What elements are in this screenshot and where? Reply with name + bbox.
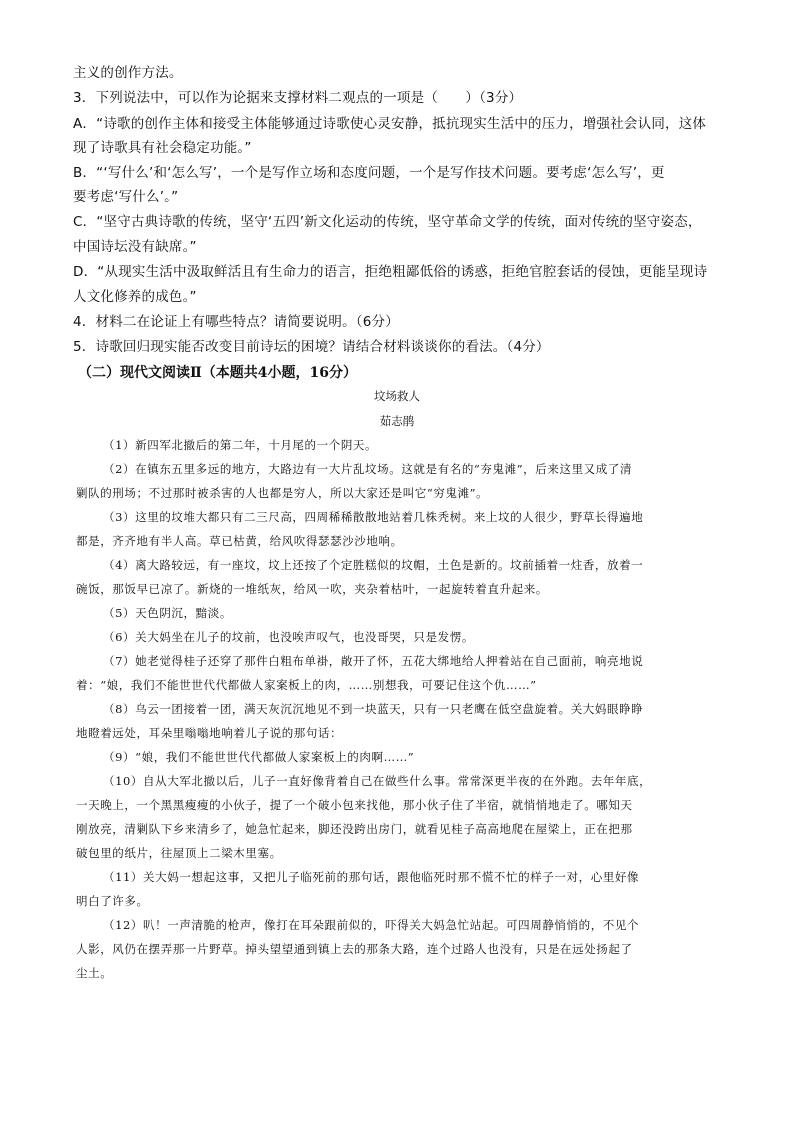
paragraph-11-line-1: （11）关大妈一想起这事，又把儿子临死前的那句话，跟他临死时那不慌不忙的样子一对，心里好像	[103, 870, 640, 884]
paragraph-3-line-2: 都是，齐齐地有半人高。草已枯黄，给风吹得瑟瑟沙沙地响。	[76, 534, 403, 548]
option-a-line-1: A．“诗歌的创作主体和接受主体能够通过诗歌使心灵安静，抵抗现实生活中的压力，增强社会认同，这体	[73, 116, 707, 132]
paragraph-3-line-1: （3）这里的坟堆大都只有二三尺高，四周稀稀散散地站着几株秃树。来上坟的人很少，野草长得遍地	[103, 510, 644, 524]
question-3-stem: 3．下列说法中，可以作为论据来支撑材料二观点的一项是（ ）（3分）	[73, 90, 523, 106]
paragraph-6: （6）关大妈坐在儿子的坟前，也没唉声叹气，也没哥哭，只是发愣。	[103, 630, 474, 644]
paragraph-8-line-1: （8）乌云一团接着一团，满天灰沉沉地见不到一块蓝天，只有一只老鹰在低空盘旋着。关大妈眼睁睁	[103, 702, 644, 716]
paragraph-1: （1）新四军北撤后的第二年，十月尾的一个阴天。	[103, 438, 378, 452]
paragraph-2-line-1: （2）在镇东五里多远的地方，大路边有一大片乱坟场。这就是有名的“夯鬼滩”，后来这里又成了清	[103, 462, 633, 476]
question-4: 4．材料二在论证上有哪些特点？请简要说明。（6分）	[73, 314, 399, 330]
option-d-line-2: 人文化修养的成色。”	[73, 289, 197, 305]
paragraph-10-line-1: （10）自从大军北撤以后，儿子一直好像背着自己在做些什么事。常常深更半夜的在外跑。去年年底，	[103, 774, 652, 788]
option-c-line-2: 中国诗坛没有缺席。”	[73, 239, 197, 255]
option-c-line-1: C．“坚守古典诗歌的传统，坚守‘五四’新文化运动的传统，坚守革命文学的传统，面对传统的坚守姿态，	[73, 214, 702, 230]
option-b-line-1: B．“‘写什么’和‘怎么写’，一个是写作立场和态度问题，一个是写作技术问题。要考虑‘怎么写’，更	[73, 165, 665, 181]
paragraph-12-line-1: （12）叭！一声清脆的枪声，像打在耳朵跟前似的，吓得关大妈急忙站起。可四周静悄悄的，不见个	[103, 918, 640, 932]
story-title: 坟场救人	[374, 389, 420, 403]
paragraph-10-line-3: 刚放亮，清剿队下乡来清乡了，她急忙起来，脚还没跨出房门，就看见桂子高高地爬在屋梁上，正在把那	[76, 822, 633, 836]
paragraph-11-line-2: 明白了许多。	[76, 894, 149, 908]
paragraph-4-line-1: （4）离大路较远，有一座坟，坟上还按了个定胜糕似的坟帽，土色是新的。坟前插着一炷香，放着一	[103, 558, 644, 572]
paragraph-10-line-2: 一天晚上，一个黑黑瘦瘦的小伙子，提了一个破小包来找他，那小伙子住了半宿，就悄悄地走了。哪知天	[76, 798, 633, 812]
paragraph-9: （9）“娘，我们不能世世代代都做人家案板上的肉啊……”	[103, 750, 415, 764]
paragraph-4-line-2: 碗饭，那饭早已凉了。新烧的一堆纸灰，给风一吹，夹杂着枯叶，一起旋转着直升起来。	[76, 582, 548, 596]
paragraph-12-line-2: 人影，风仍在摆弄那一片野草。掉头望望通到镇上去的那条大路，连个过路人也没有，只是在远处扬起了	[76, 942, 633, 956]
section-heading: （二）现代文阅读Ⅱ（本题共4小题，16分）	[78, 365, 358, 381]
option-b-line-2: 要考虑‘写什么’。”	[73, 189, 179, 205]
paragraph-5: （5）天色阴沉，黯淡。	[103, 606, 232, 620]
paragraph-12-line-3: 尘土。	[76, 966, 113, 980]
paragraph-7-line-2: 着：“娘，我们不能世世代代都做人家案板上的肉，……别想我，可要记住这个仇……”	[76, 678, 537, 692]
paragraph-7-line-1: （7）她老觉得桂子还穿了那件白粗布单褂，敞开了怀，五花大绑地给人押着站在自己面前，响亮地说	[103, 654, 644, 668]
paragraph-10-line-4: 破包里的纸片，往屋顶上二梁木里塞。	[76, 846, 282, 860]
question-5: 5．诗歌回归现实能否改变目前诗坛的困境？请结合材料谈谈你的看法。（4分）	[73, 339, 550, 355]
option-d-line-1: D．“从现实生活中汲取鲜活且有生命力的语言，拒绝粗鄙低俗的诱惑，拒绝官腔套话的侵蚀，更能呈现诗	[73, 264, 708, 280]
story-author: 茹志鹃	[379, 414, 415, 428]
option-a-line-2: 现了诗歌具有社会稳定功能。”	[73, 140, 252, 156]
paragraph-8-line-2: 地瞪着远处，耳朵里嗡嗡地响着儿子说的那句话：	[76, 726, 343, 740]
paragraph-2-line-2: 剿队的刑场；不过那时被杀害的人也都是穷人，所以大家还是叫它“穷鬼滩”。	[76, 486, 489, 500]
story-body	[76, 436, 726, 988]
text-line: 主义的创作方法。	[73, 65, 183, 81]
